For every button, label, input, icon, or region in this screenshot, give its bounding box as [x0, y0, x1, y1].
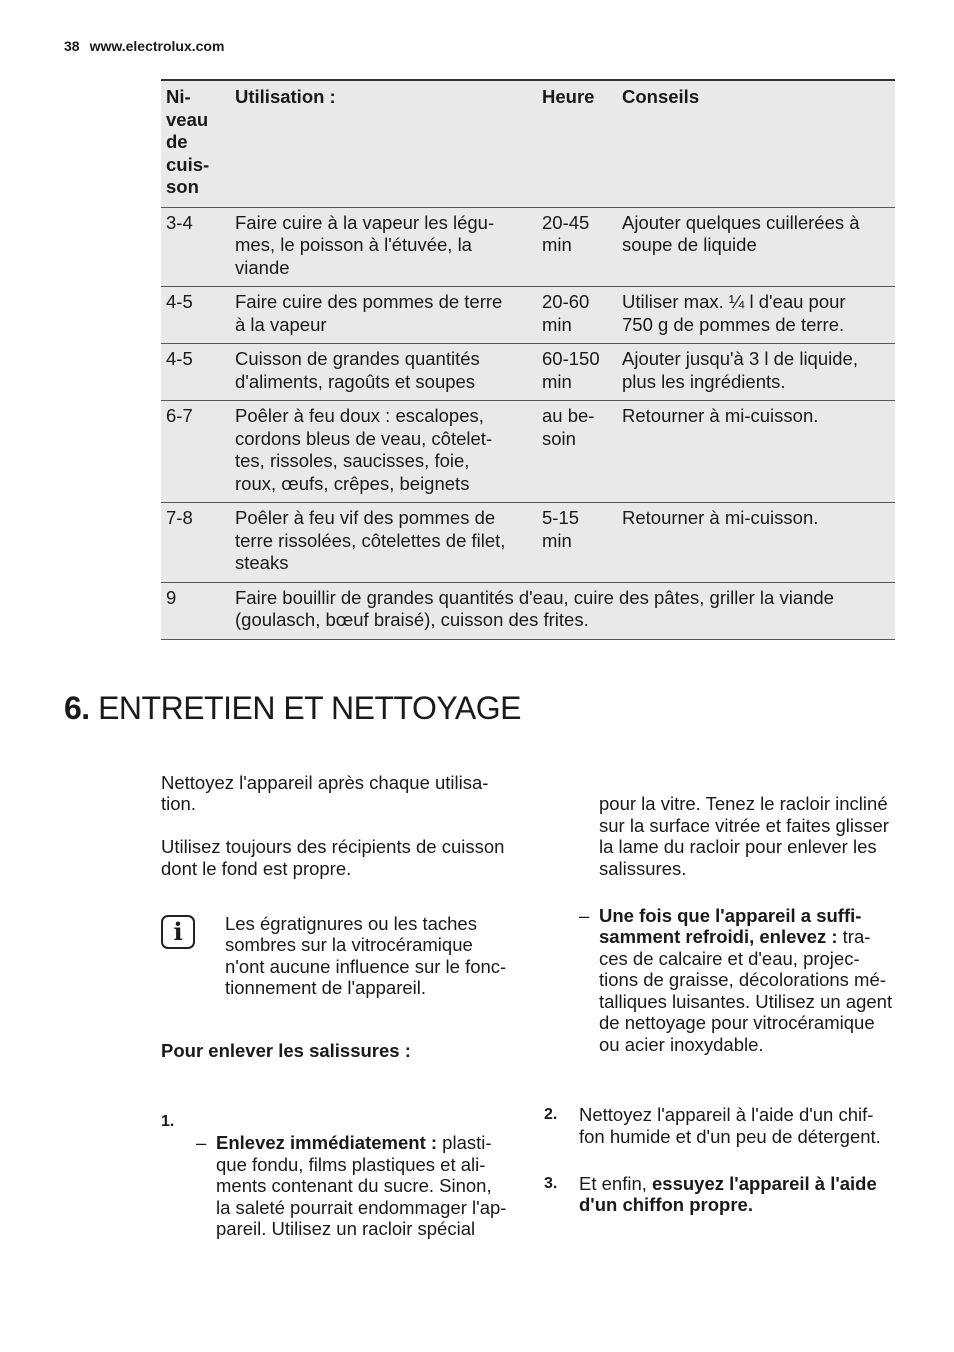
cell-tips: Retourner à mi-cuisson. [622, 507, 819, 528]
step-number: 1. [161, 1112, 175, 1130]
cell-level: 9 [166, 586, 177, 608]
step-item [161, 1111, 521, 1262]
cell-level: 6-7 [166, 405, 193, 426]
cell-tips: Utiliser max. ¼ l d'eau pour 750 g de pommes de terre. [622, 291, 846, 335]
left-column [161, 750, 521, 1304]
step-text: plasti- que fondu, films plastiques et ali- ments contenant du sucre. Sinon, la saleté pourrait endommager l'ap- pareil. Utilisez un racloir spécial [216, 1132, 507, 1239]
step-number: 3. [544, 1174, 558, 1192]
page-number: 38 [64, 38, 80, 54]
table-row [161, 287, 895, 344]
table-row [161, 344, 895, 401]
table-row [161, 207, 895, 287]
cell-tips: Ajouter jusqu'à 3 l de liquide, plus les ingrédients. [622, 348, 858, 392]
cell-use: Poêler à feu vif des pommes de terre rissolées, côtelettes de filet, steaks [235, 507, 506, 573]
table-row [161, 401, 895, 503]
dash-item [579, 905, 896, 1056]
right-column [544, 750, 896, 1237]
step-bold-text: Une fois que l'appareil a suffi- samment refroidi, enlevez : [599, 904, 862, 947]
subheading: Pour enlever les salissures : [161, 1040, 411, 1061]
intro-paragraph: Nettoyez l'appareil après chaque utilisa- tion. [161, 771, 489, 814]
step-item [544, 1104, 896, 1147]
cell-use: Cuisson de grandes quantités d'aliments, ragoûts et soupes [235, 348, 480, 392]
table-row [161, 503, 895, 583]
cell-time: 60-150 min [542, 348, 600, 392]
header-time: Heure [542, 86, 595, 107]
continued-text: pour la vitre. Tenez le racloir incliné sur la surface vitrée et faites glisser la lame du racloir pour enlever les salissures. [599, 793, 889, 879]
step-text: tra- ces de calcaire et d'eau, projec- tions de graisse, décolorations mé- talliques luisantes. Utilisez un agent de nettoyage pour vitrocéramique ou acier inoxydable. [599, 926, 893, 1055]
step-item [544, 1173, 896, 1216]
cell-use: Poêler à feu doux : escalopes, cordons bleus de veau, côtelet- tes, rissoles, saucisses, foie, roux, œufs, crêpes, beignets [235, 405, 493, 494]
table-header-row [161, 80, 895, 207]
cell-time: 20-60 min [542, 291, 590, 335]
dash-bullet: – [579, 904, 590, 926]
intro-paragraph: Utilisez toujours des récipients de cuisson dont le fond est propre. [161, 836, 505, 879]
cooking-levels-table [161, 79, 895, 640]
note-text: Les égratignures ou les taches sombres sur la vitrocéramique n'ont aucune influence sur le fonc- tionnement de l'appareil. [225, 912, 507, 998]
dash-bullet: – [196, 1132, 207, 1153]
cell-time: 20-45 min [542, 211, 590, 255]
cell-level: 7-8 [166, 507, 193, 528]
page-header [64, 38, 224, 54]
cell-tips: Ajouter quelques cuillerées à soupe de liquide [622, 211, 860, 255]
section-title [64, 690, 521, 727]
header-use: Utilisation : [235, 86, 336, 107]
step-text: Nettoyez l'appareil à l'aide d'un chif- fon humide et d'un peu de détergent. [579, 1104, 881, 1147]
cell-use-wide: Faire bouillir de grandes quantités d'eau, cuire des pâtes, griller la viande (goulasch, bœuf braisé), cuisson des frites. [235, 586, 834, 630]
step-bold-text: essuyez l'appareil à l'aide d'un chiffon propre. [579, 1172, 877, 1215]
step-continuation [544, 772, 896, 1077]
cell-level: 3-4 [166, 211, 193, 233]
header-level: Ni- veau de cuis- son [166, 86, 210, 197]
info-note [161, 913, 521, 999]
header-tips: Conseils [622, 86, 700, 107]
cell-level: 4-5 [166, 348, 193, 369]
info-icon: i [161, 915, 195, 949]
header-url: www.electrolux.com [89, 38, 225, 54]
cell-use: Faire cuire à la vapeur les légu- mes, le poisson à l'étuvée, la viande [235, 211, 495, 278]
section-title-text: ENTRETIEN ET NETTOYAGE [98, 690, 521, 726]
dash-item [196, 1132, 521, 1240]
table-row [161, 582, 895, 639]
steps-list [161, 1089, 521, 1283]
step-number: 2. [544, 1106, 558, 1123]
step-bold-text: Enlevez immédiatement : [216, 1132, 438, 1153]
cell-level: 4-5 [166, 291, 193, 312]
cell-time: 5-15 min [542, 507, 580, 551]
cell-time: au be- soin [542, 405, 595, 449]
step-text: Et enfin, [579, 1172, 653, 1194]
section-number: 6. [64, 690, 90, 726]
cell-use: Faire cuire des pommes de terre à la vapeur [235, 291, 503, 335]
cell-tips: Retourner à mi-cuisson. [622, 405, 819, 426]
